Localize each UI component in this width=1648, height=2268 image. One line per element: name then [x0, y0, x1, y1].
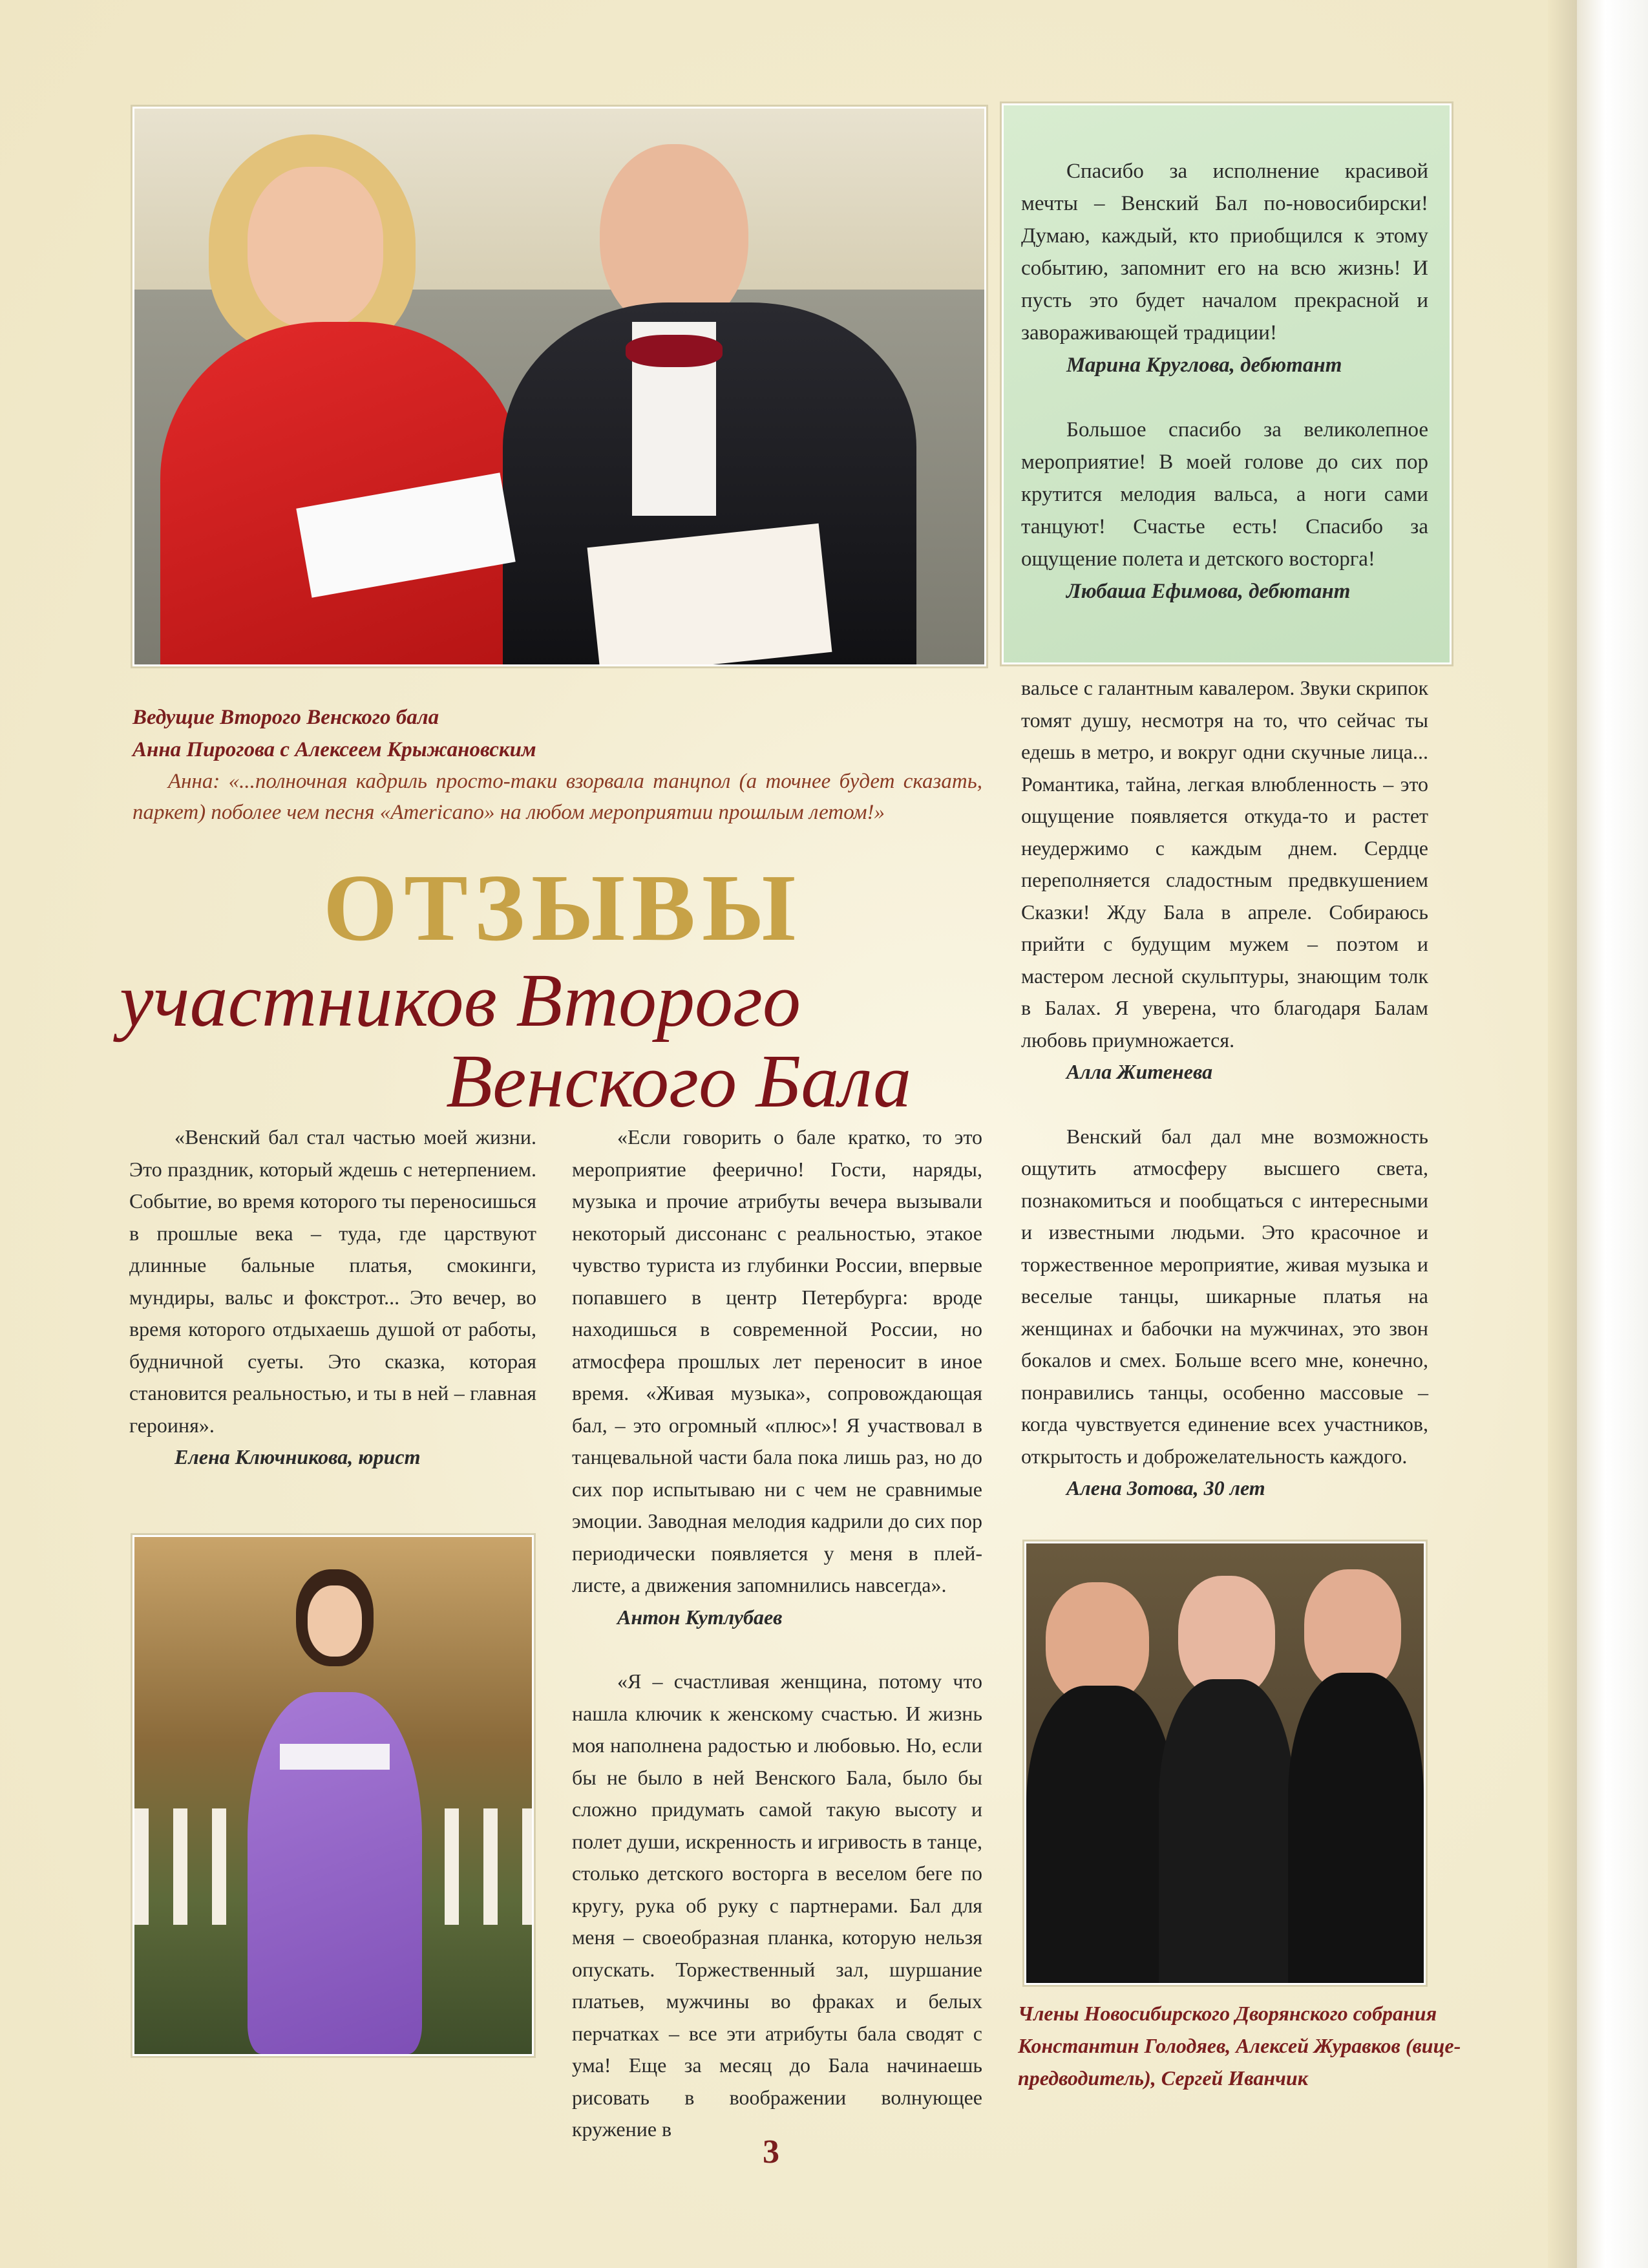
photo-debutante: [132, 1535, 534, 2056]
noble-assembly-caption: Члены Новосибирского Дворянского собрания Константин Голодяев, Алексей Журавков (вице-предводитель), Сергей Иванчик: [1018, 2002, 1461, 2090]
dress-sash: [280, 1744, 390, 1770]
quote-alena: Венский бал дал мне возможность ощутить атмосферу высшего света, познакомиться и пообщаться с интересными и известными людьми. Это красочное и торжественное мероприятие, живая музыка и веселые танцы, шикарные платья на женщинах и бабочки на мужчинах, это звон бокалов и смех. Больше всего мне, конечно, понравились танцы, особенно массовые – когда чувствуется единение всех участников, открытость и доброжелательность каждого.: [1021, 1124, 1428, 1468]
quote-elena: «Венский бал стал частью моей жизни. Это праздник, который ждешь с нетерпением. Событие, во время которого ты переносишься в прошлые века – туда, где царствуют длинные бальные платья, смокинги, мундиры, вальс и фокстрот... Это вечер, во время которого отдыхаешь душой от работы, будничной суеты. Это сказка, которая становится реальностью, и ты в ней – главная героиня».: [129, 1125, 536, 1437]
man3-suit: [1288, 1673, 1424, 1983]
photo-hosts: [132, 107, 986, 666]
page-spine-shadow: [1548, 0, 1577, 2268]
woman-face: [308, 1585, 362, 1657]
signature-elena: Елена Ключникова, юрист: [174, 1445, 421, 1468]
program-booklet: [587, 524, 832, 666]
page-number: 3: [763, 2134, 779, 2170]
signature-marina: Марина Круглова, дебютант: [1066, 354, 1342, 377]
quote-alla: вальсе с галантным кавалером. Звуки скрипок томят душу, несмотря на то, что сейчас ты едешь в метро, и вокруг одни скучные лица... Романтика, тайна, легкая влюбленность – это ощущение появляется откуда-то и растет неудержимо с каждым днем. Сердце переполняется сладостным предвкушением Сказки! Жду Бала в апреле. Собираюсь прийти с будущим мужем – поэтом и мастером лесной скульптуры, знающим толк в Балах. Я уверена, что благодаря Балам любовь приумножается.: [1021, 676, 1428, 1052]
quote-lyubasha: Большое спасибо за великолепное мероприятие! В моей голове до сих пор крутится мелодия вальса, а ноги сами танцуют! Счастье есть! Спасибо за ощущение полета и детского восторга!: [1021, 418, 1428, 571]
photo-caption: Ведущие Второго Венского бала Анна Пирогова с Алексеем Крыжановским: [132, 706, 536, 761]
man1-suit: [1026, 1686, 1175, 1983]
signature-alena: Алена Зотова, 30 лет: [1066, 1476, 1265, 1500]
column-right-top: [1021, 672, 1428, 1505]
page-edge: [1577, 0, 1648, 2268]
signature-anton: Антон Кутлубаев: [617, 1605, 783, 1629]
column-middle: [572, 1121, 982, 2146]
column-left: [129, 1121, 536, 1474]
host-quote: Анна: «...полночная кадриль просто-таки взорвала танцпол (а точнее будет сказать, паркет) поболее чем песня «Americano» на любом мероприятии прошлым летом!»: [132, 770, 982, 824]
headline-title: ОТЗЫВЫ: [323, 855, 803, 961]
woman-face: [248, 167, 383, 328]
bow-tie: [626, 335, 723, 367]
headline-subtitle-line2: Венского Бала: [446, 1039, 912, 1123]
quote-marina: Спасибо за исполнение красивой мечты – Венский Бал по-новосибирски! Думаю, каждый, кто приобщился к этому событию, запомнит его на всю жизнь! И пусть это будет началом прекрасной и завораживающей традиции!: [1021, 160, 1428, 344]
signature-alla: Алла Житенева: [1066, 1060, 1213, 1083]
headline-subtitle-line1: участников Второго: [120, 958, 801, 1043]
man2-suit: [1159, 1679, 1294, 1983]
quote-anton: «Если говорить о бале кратко, то это мероприятие феерично! Гости, наряды, музыка и прочие атрибуты вечера вызывали некоторый диссонанс с реальностью, этакое чувство туриста из глубинки России, впервые попавшего в центр Петербурга: вроде находишься в современной России, но атмосфера прошлых лет переносит в иное время. «Живая музыка», сопровождающая бал, – это огромный «плюс»! Я участвовал в танцевальной части бала пока лишь раз, но до сих пор испытываю ни с чем не сравнимые эмоции. Заводная мелодия кадрили до сих пор периодически появляется у меня в плей-листе, а движения запомнились навсегда».: [572, 1125, 982, 1596]
green-box-text: [1021, 155, 1428, 608]
photo-noble-assembly: [1024, 1542, 1426, 1985]
signature-lyubasha: Любаша Ефимова, дебютант: [1066, 580, 1351, 603]
quote-happy-woman: «Я – счастливая женщина, потому что нашла ключик к женскому счастью. И жизнь моя наполнена радостью и любовью. Но, если бы не было в ней Венского Бала, было бы сложно придумать самой такую высоту и полет души, искренность и игривость в танце, столько детского восторга в веселом беге по кругу, рука об руку с партнерами. Бал для меня – своеобразная планка, которую нельзя опускать. Торжественный зал, шуршание платьев, мужчины во фраках и белых перчатках – все эти атрибуты бала сводят с ума! Еще за месяц до Бала начинаешь рисовать в воображении волнующее кружение в: [572, 1669, 982, 2141]
